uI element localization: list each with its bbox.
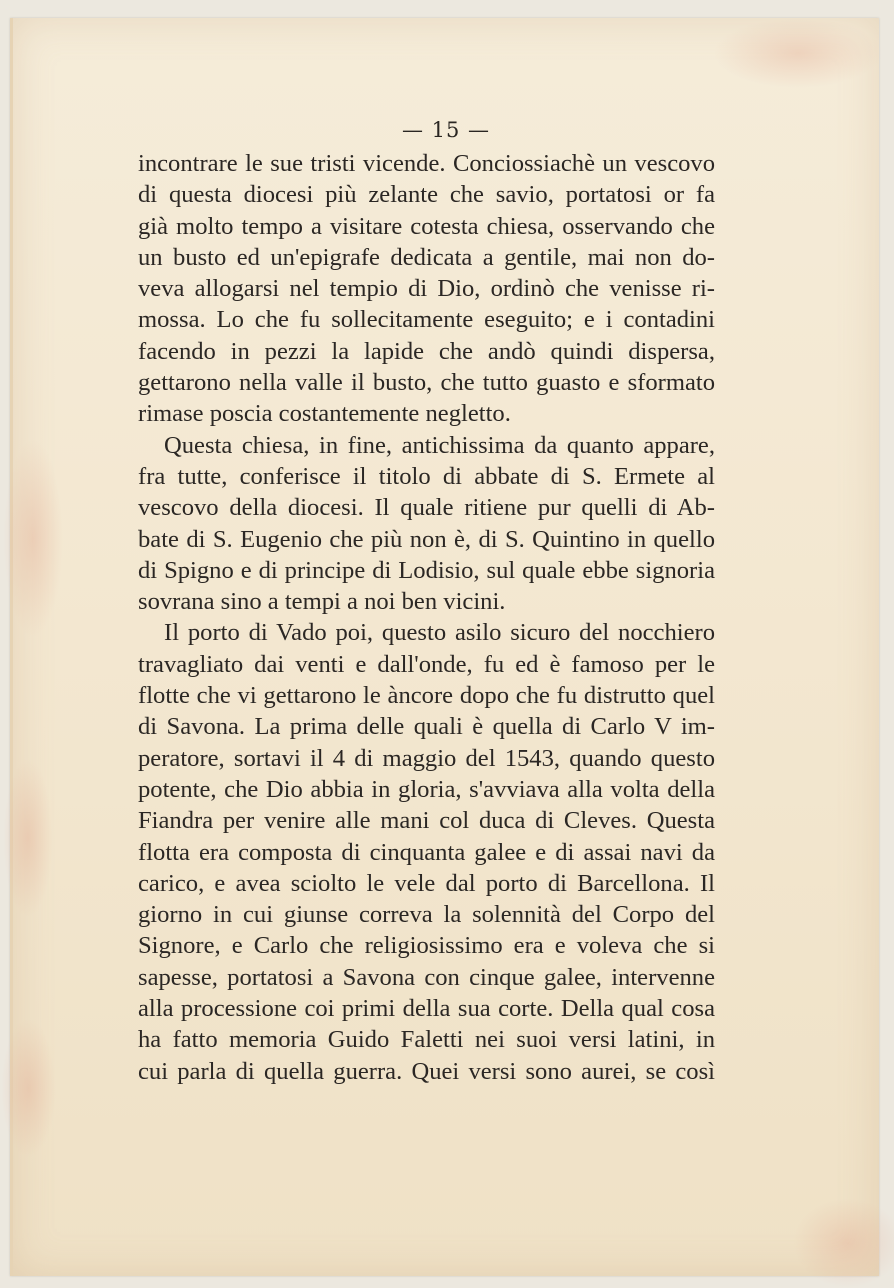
text-line: Questa chiesa, in fine, antichissima da quanto appare, xyxy=(164,431,715,459)
text-line: rimase poscia costantemente negletto. xyxy=(138,400,511,428)
text-line: bate di S. Eugenio che più non è, di S. Quintino in quello xyxy=(138,525,715,553)
text-line: veva allogarsi nel tempio di Dio, ordinò che venisse ri- xyxy=(138,275,715,303)
text-line: mossa. Lo che fu sollecitamente eseguito; e i contadini xyxy=(138,306,715,334)
text-line: facendo in pezzi la lapide che andò quindi dispersa, xyxy=(138,337,715,365)
top-stain xyxy=(713,18,883,88)
text-line: Signore, e Carlo che religiosissimo era e voleva che si xyxy=(138,932,715,960)
text-line: fra tutte, conferisce il titolo di abbate di S. Ermete al xyxy=(138,462,715,490)
book-page xyxy=(10,18,879,1276)
text-line: un busto ed un'epigrafe dedicata a gentile, mai non do- xyxy=(138,243,715,271)
text-line: alla processione coi primi della sua corte. Della qual cosa xyxy=(138,995,715,1023)
text-line: di questa diocesi più zelante che savio, portatosi or fa xyxy=(138,181,715,209)
text-line: incontrare le sue tristi vicende. Conciossiachè un vescovo xyxy=(138,150,715,177)
text-line: carico, e avea sciolto le vele dal porto di Barcellona. Il xyxy=(138,869,715,897)
text-line: già molto tempo a visitare cotesta chiesa, osservando che xyxy=(138,212,715,240)
text-line: sapesse, portatosi a Savona con cinque galee, intervenne xyxy=(138,963,715,991)
text-line: travagliato dai venti e dall'onde, fu ed è famoso per le xyxy=(138,650,715,678)
text-line: potente, che Dio abbia in gloria, s'avviava alla volta della xyxy=(138,775,715,803)
text-line: di Savona. La prima delle quali è quella di Carlo V im- xyxy=(138,713,715,741)
page-number: — 15 — xyxy=(401,118,491,142)
text-line: peratore, sortavi il 4 di maggio del 1543, quando questo xyxy=(138,744,715,772)
text-line: Il porto di Vado poi, questo asilo sicuro del nocchiero xyxy=(164,619,715,647)
text-line: di Spigno e di principe di Lodisio, sul quale ebbe signoria xyxy=(138,556,715,584)
text-line: giorno in cui giunse correva la solennità del Corpo del xyxy=(138,901,715,929)
body-text xyxy=(138,148,715,1087)
edge-stain xyxy=(1,1018,56,1158)
text-line: sovrana sino a tempi a noi ben vicini. xyxy=(138,588,506,616)
edge-stain xyxy=(3,438,63,638)
text-line: ha fatto memoria Guido Faletti nei suoi versi latini, in xyxy=(138,1026,715,1054)
text-line: vescovo della diocesi. Il quale ritiene pur quelli di Ab- xyxy=(138,494,715,522)
text-line: gettarono nella valle il busto, che tutto guasto e sformato xyxy=(138,369,715,397)
text-line: flotta era composta di cinquanta galee e di assai navi da xyxy=(138,838,715,866)
text-line: Fiandra per venire alle mani col duca di Cleves. Questa xyxy=(138,807,715,835)
text-line: cui parla di quella guerra. Quei versi sono aurei, se così xyxy=(138,1057,715,1085)
corner-stain xyxy=(793,1198,894,1288)
edge-stain xyxy=(3,758,53,918)
text-line: flotte che vi gettarono le àncore dopo che fu distrutto quel xyxy=(138,682,715,710)
